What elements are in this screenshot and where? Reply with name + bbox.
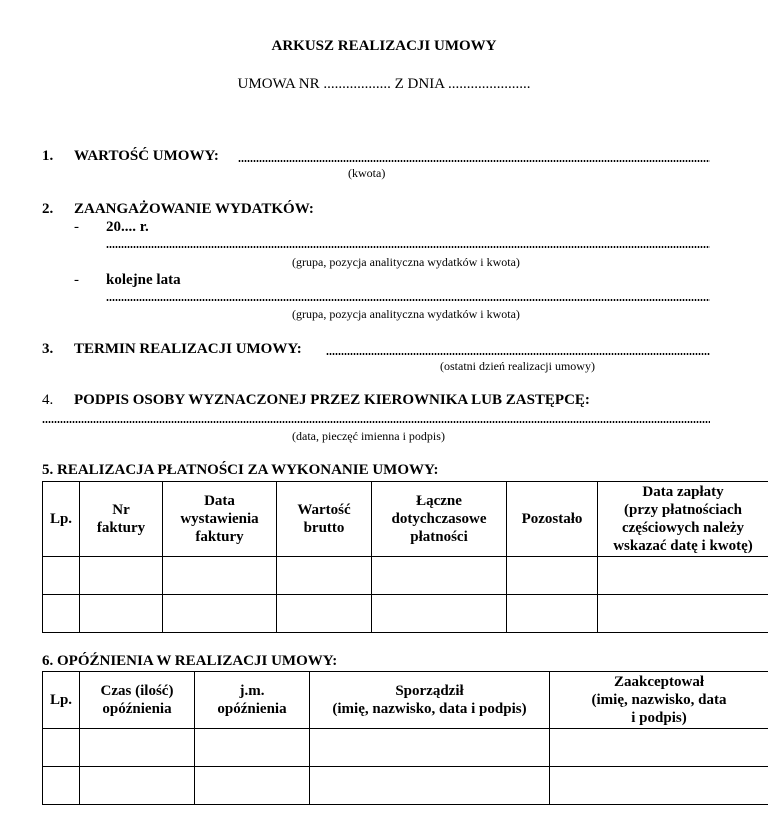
table-cell[interactable] (195, 767, 310, 805)
section-2-item-1-fill-line[interactable] (106, 246, 710, 248)
section-4-hint: (data, pieczęć imienna i podpis) (292, 429, 445, 443)
section-1-hint: (kwota) (348, 166, 386, 180)
table-cell[interactable] (195, 729, 310, 767)
section-2-item-2-hint: (grupa, pozycja analityczna wydatków i kwota) (292, 307, 520, 321)
delays-col-prepared-by: Sporządził (imię, nazwisko, data i podpis) (310, 672, 550, 729)
section-1-number: 1. (42, 148, 54, 164)
table-cell[interactable] (598, 557, 768, 595)
delays-table (42, 671, 768, 805)
table-cell[interactable] (163, 595, 277, 633)
table-cell[interactable] (372, 595, 507, 633)
table-cell[interactable] (507, 557, 598, 595)
table-row (43, 767, 768, 805)
delays-col-unit: j.m. opóźnienia (195, 672, 310, 729)
payments-col-gross-value: Wartość brutto (277, 482, 372, 557)
table-cell[interactable] (43, 729, 80, 767)
payments-col-payment-date: Data zapłaty (przy płatnościach częściowych należy wskazać datę i kwotę) (598, 482, 768, 557)
table-cell[interactable] (43, 557, 80, 595)
section-2-item-2-fill-line[interactable] (106, 299, 710, 301)
section-1-label: WARTOŚĆ UMOWY: (74, 148, 219, 164)
section-2-number: 2. (42, 201, 54, 217)
section-4-label: PODPIS OSOBY WYZNACZONEJ PRZEZ KIEROWNIKA LUB ZASTĘPCĘ: (74, 392, 590, 408)
table-cell[interactable] (277, 557, 372, 595)
delays-col-delay-time: Czas (ilość) opóźnienia (80, 672, 195, 729)
delays-col-accepted-by: Zaakceptował (imię, nazwisko, data i podpis) (550, 672, 768, 729)
section-3-label: TERMIN REALIZACJI UMOWY: (74, 341, 302, 357)
table-row (43, 729, 768, 767)
section-4-number: 4. (42, 392, 54, 408)
payments-col-lp: Lp. (43, 482, 80, 557)
section-5-label: 5. REALIZACJA PŁATNOŚCI ZA WYKONANIE UMOWY: (42, 462, 439, 478)
table-cell[interactable] (550, 729, 768, 767)
table-cell[interactable] (43, 595, 80, 633)
section-2-bullet-2: - (74, 272, 79, 288)
section-1-fill-line[interactable] (238, 160, 710, 162)
section-4-fill-line[interactable] (42, 421, 710, 423)
table-cell[interactable] (80, 767, 195, 805)
table-cell[interactable] (550, 767, 768, 805)
section-6-label: 6. OPÓŹNIENIA W REALIZACJI UMOWY: (42, 653, 338, 669)
table-cell[interactable] (163, 557, 277, 595)
table-cell[interactable] (598, 595, 768, 633)
payments-table (42, 481, 768, 633)
table-cell[interactable] (80, 729, 195, 767)
payments-col-total-payments: Łączne dotychczasowe płatności (372, 482, 507, 557)
table-row (43, 595, 768, 633)
payments-col-invoice-date: Data wystawienia faktury (163, 482, 277, 557)
section-3-fill-line[interactable] (326, 353, 710, 355)
delays-col-lp: Lp. (43, 672, 80, 729)
section-2-label: ZAANGAŻOWANIE WYDATKÓW: (74, 201, 314, 217)
section-3-number: 3. (42, 341, 54, 357)
table-cell[interactable] (80, 595, 163, 633)
contract-number-line: UMOWA NR .................. Z DNIA ...................... (237, 76, 531, 92)
table-cell[interactable] (80, 557, 163, 595)
payments-header-row (43, 482, 768, 557)
table-row (43, 557, 768, 595)
section-2-item-1-label: 20.... r. (106, 219, 149, 235)
section-2-item-1-hint: (grupa, pozycja analityczna wydatków i kwota) (292, 255, 520, 269)
table-cell[interactable] (310, 767, 550, 805)
section-3-hint: (ostatni dzień realizacji umowy) (440, 359, 595, 373)
table-cell[interactable] (277, 595, 372, 633)
payments-col-remaining: Pozostało (507, 482, 598, 557)
section-2-item-2-label: kolejne lata (106, 272, 181, 288)
table-cell[interactable] (310, 729, 550, 767)
document-title: ARKUSZ REALIZACJI UMOWY (271, 38, 497, 54)
table-cell[interactable] (43, 767, 80, 805)
section-2-bullet-1: - (74, 219, 79, 235)
delays-header-row (43, 672, 768, 729)
table-cell[interactable] (372, 557, 507, 595)
table-cell[interactable] (507, 595, 598, 633)
payments-col-invoice-number: Nr faktury (80, 482, 163, 557)
